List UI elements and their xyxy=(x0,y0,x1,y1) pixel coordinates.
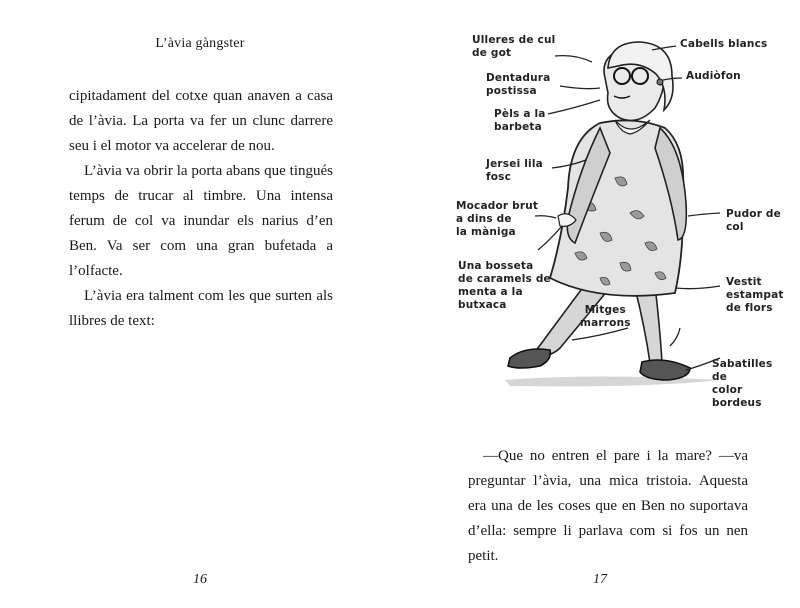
label-jumper: Jersei lila fosc xyxy=(486,158,543,183)
left-page-body xyxy=(69,84,333,334)
paragraph: L’àvia era talment com les que surten als llibres de text: xyxy=(69,288,333,329)
label-tights: Mitges marrons xyxy=(580,304,631,329)
label-sweets: Una bosseta de caramels de menta a la butxaca xyxy=(458,260,551,311)
label-glasses: Ulleres de cul de got xyxy=(472,34,556,59)
paragraph: —Que no entren el pare i la mare? —va preguntar l’àvia, una mica tristoia. Aquesta era una de les coses que en Ben no suportava d’ella: sempre li parlava com si fos un nen petit. xyxy=(468,448,748,564)
label-dress: Vestit estampat de flors xyxy=(726,276,784,314)
right-page-body xyxy=(468,444,748,569)
page-number-right: 17 xyxy=(593,572,607,587)
running-head: L’àvia gàngster xyxy=(155,36,245,51)
label-dentures: Dentadura postissa xyxy=(486,72,551,97)
page-number-left: 16 xyxy=(193,572,207,587)
label-hearing-aid: Audiòfon xyxy=(686,70,741,82)
paragraph: cipitadament del cotxe quan anaven a casa de l’àvia. La porta va fer un clunc darrere seu i el motor va accelerar de nou. xyxy=(69,88,333,154)
paragraph: L’àvia va obrir la porta abans que tingués temps de trucar al timbre. Una intensa ferum de col va inundar els narius d’en Ben. Va ser com una gran bufetada a l’olfacte. xyxy=(69,163,333,279)
label-chin-hairs: Pèls a la barbeta xyxy=(494,108,546,133)
label-cabbage: Pudor de col xyxy=(726,208,781,233)
label-hanky: Mocador brut a dins de la màniga xyxy=(456,200,539,238)
label-white-hair: Cabells blancs xyxy=(680,38,768,50)
right-page xyxy=(400,0,800,608)
grandma-illustration xyxy=(450,28,790,409)
label-slippers: Sabatilles de color bordeus xyxy=(712,358,773,409)
